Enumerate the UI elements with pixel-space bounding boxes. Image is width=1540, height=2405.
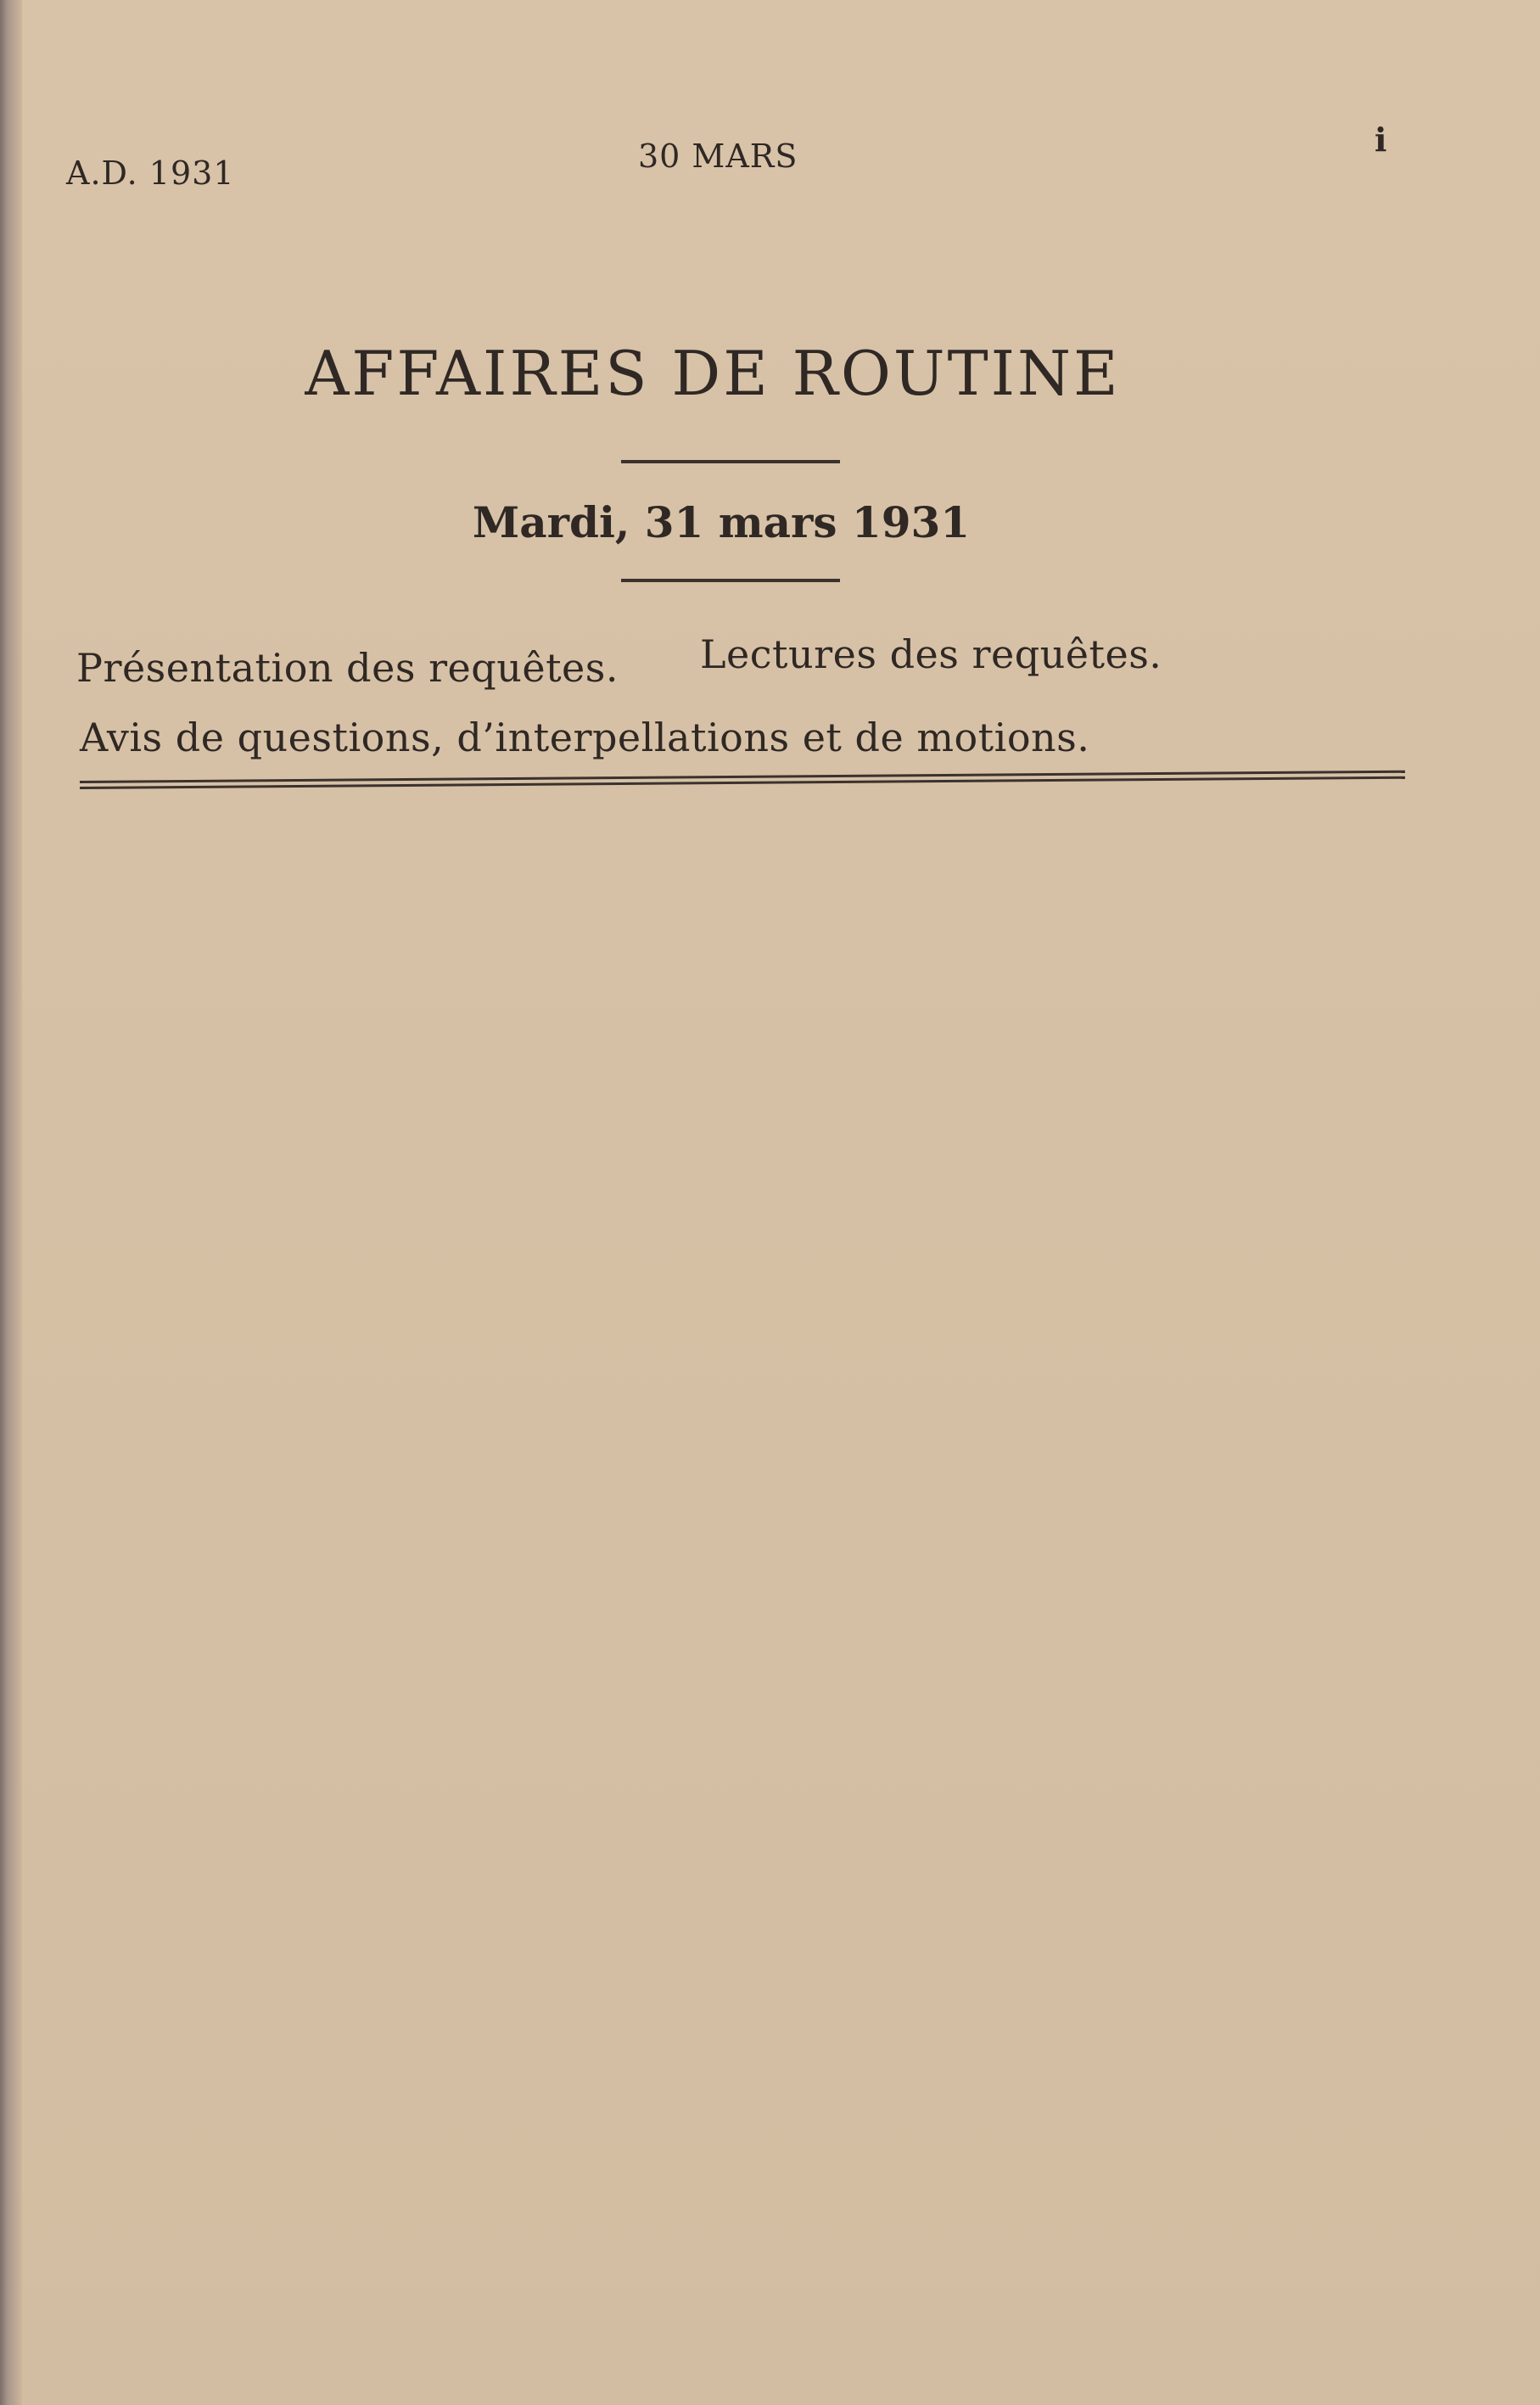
subtitle-divider: [621, 579, 840, 582]
page-number: i: [1375, 121, 1387, 159]
agenda-item: Avis de questions, d’interpellations et de motions.: [80, 715, 1090, 760]
agenda-item: Lectures des requêtes.: [700, 631, 1162, 677]
page-title: AFFAIRES DE ROUTINE: [305, 338, 1121, 409]
agenda-item: Présentation des requêtes.: [76, 645, 619, 691]
session-date: Mardi, 31 mars 1931: [472, 497, 971, 547]
header-year: A.D. 1931: [66, 154, 235, 192]
header-date: 30 MARS: [638, 137, 798, 175]
title-divider: [621, 460, 840, 463]
closing-double-rule: [80, 771, 1405, 789]
